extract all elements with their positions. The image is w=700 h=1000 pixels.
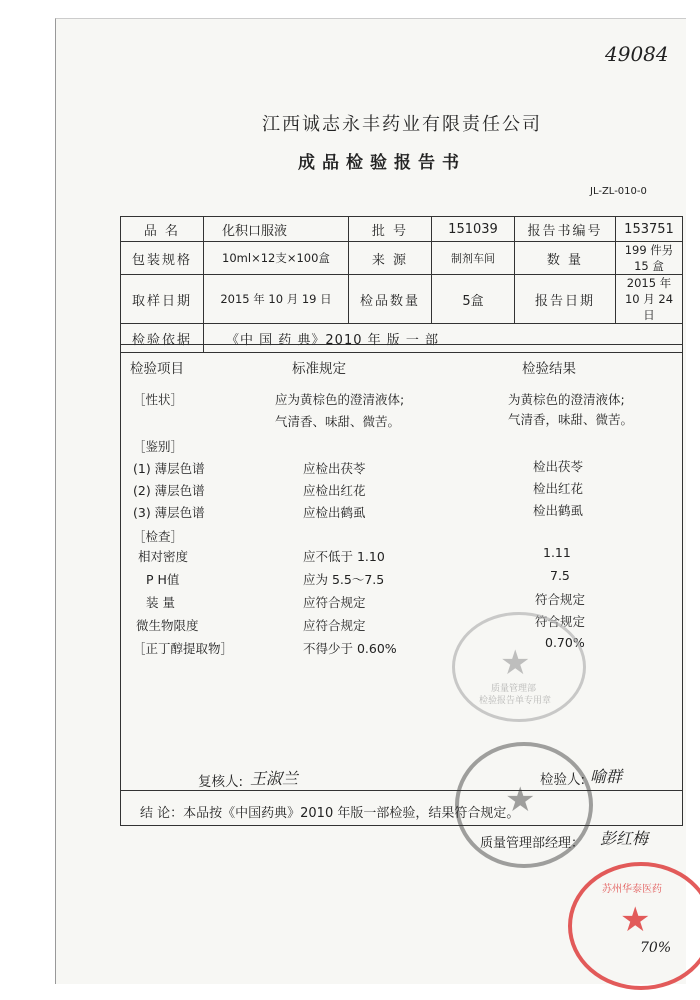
insp-standard-1: 应不低于 1.10 xyxy=(303,549,385,564)
inspector-signature: 喻群 xyxy=(590,767,623,786)
insp-result-3: 符合规定 xyxy=(535,592,586,607)
properties-result-2: 气清香，味甜、微苦。 xyxy=(508,412,634,427)
corner-signature: 70% xyxy=(640,940,672,956)
sample-qty-value: 5盒 xyxy=(432,275,515,324)
insp-item-5: ［正丁醇提取物］ xyxy=(133,641,234,656)
qa-manager-label: 质量管理部经理： xyxy=(480,836,585,851)
report-title: 成品检验报告书 xyxy=(298,153,466,173)
insp-item-3: 装 量 xyxy=(146,595,175,610)
basis-value: 《中 国 药 典》2010 年 版 一 部 xyxy=(204,324,683,353)
conclusion-divider xyxy=(120,790,683,791)
product-value: 化积口服液 xyxy=(204,217,349,242)
red-seal-text: 苏州华泰医药 xyxy=(602,884,662,895)
red-seal: ★ 苏州华泰医药 xyxy=(568,862,700,990)
reviewer-signature: 王淑兰 xyxy=(250,769,299,788)
company-name: 江西诚志永丰药业有限责任公司 xyxy=(262,114,542,135)
ident-result-1: 检出茯苓 xyxy=(533,459,584,474)
inspection-section: ［检查］ xyxy=(133,529,184,544)
properties-section: ［性状］ xyxy=(133,392,184,407)
col-standard: 标准规定 xyxy=(292,361,346,377)
properties-result-1: 为黄棕色的澄清液体; xyxy=(508,392,625,407)
ident-item-2: (2) 薄层色谱 xyxy=(133,483,205,498)
ident-standard-1: 应检出茯苓 xyxy=(303,461,366,476)
quality-seal: ★ 质量管理部 检验报告单专用章 xyxy=(452,612,586,722)
insp-item-1: 相对密度 xyxy=(138,549,189,564)
report-date-value: 2015 年 10 月 24 日 xyxy=(616,275,683,324)
insp-result-2: 7.5 xyxy=(550,568,570,583)
basis-label: 检验依据 xyxy=(121,324,204,353)
report-date-label: 报告日期 xyxy=(515,275,616,324)
conclusion-text: 结 论：本品按《中国药典》2010 年版一部检验，结果符合规定。 xyxy=(140,806,520,821)
insp-standard-4: 应符合规定 xyxy=(303,618,366,633)
package-value: 10ml×12支×100盒 xyxy=(204,242,349,275)
company-seal: ★ xyxy=(455,742,593,868)
sampling-date-value: 2015 年 10 月 19 日 xyxy=(204,275,349,324)
report-no-label: 报告书编号 xyxy=(515,217,616,242)
insp-item-2: P H值 xyxy=(146,572,180,587)
col-item: 检验项目 xyxy=(130,361,184,377)
insp-item-4: 微生物限度 xyxy=(136,618,199,633)
ident-item-1: (1) 薄层色谱 xyxy=(133,461,205,476)
quantity-label: 数 量 xyxy=(515,242,616,275)
insp-result-4: 符合规定 xyxy=(535,614,586,629)
product-label: 品 名 xyxy=(121,217,204,242)
insp-result-5: 0.70% xyxy=(545,635,585,650)
insp-standard-3: 应符合规定 xyxy=(303,595,366,610)
sampling-date-label: 取样日期 xyxy=(121,275,204,324)
batch-label: 批 号 xyxy=(349,217,432,242)
ident-standard-2: 应检出红花 xyxy=(303,483,366,498)
insp-standard-5: 不得少于 0.60% xyxy=(303,641,397,656)
quality-seal-text: 质量管理部 xyxy=(491,684,537,694)
inspector-label: 检验人: xyxy=(540,772,586,788)
package-label: 包装规格 xyxy=(121,242,204,275)
handwritten-number: 49084 xyxy=(605,42,669,66)
identification-section: ［鉴别］ xyxy=(133,439,184,454)
col-result: 检验结果 xyxy=(522,361,576,377)
properties-standard-2: 气清香、味甜、微苦。 xyxy=(275,414,401,429)
source-value: 制剂车间 xyxy=(432,242,515,275)
ident-result-3: 检出鹤虱 xyxy=(533,503,584,518)
qa-manager-signature: 彭红梅 xyxy=(600,829,649,848)
insp-standard-2: 应为 5.5～7.5 xyxy=(303,572,385,587)
ident-result-2: 检出红花 xyxy=(533,481,584,496)
quality-seal-text-2: 检验报告单专用章 xyxy=(479,696,552,706)
insp-result-1: 1.11 xyxy=(543,545,571,560)
ident-standard-3: 应检出鹤虱 xyxy=(303,505,366,520)
ident-item-3: (3) 薄层色谱 xyxy=(133,505,205,520)
header-table xyxy=(120,216,683,353)
sample-qty-label: 检品数量 xyxy=(349,275,432,324)
reviewer-label: 复核人: xyxy=(198,774,244,790)
source-label: 来 源 xyxy=(349,242,432,275)
batch-value: 151039 xyxy=(432,217,515,242)
quantity-value: 199 件另 15 盒 xyxy=(616,242,683,275)
properties-standard-1: 应为黄棕色的澄清液体; xyxy=(275,392,405,407)
report-no-value: 153751 xyxy=(616,217,683,242)
doc-code: JL-ZL-010-0 xyxy=(590,186,647,197)
